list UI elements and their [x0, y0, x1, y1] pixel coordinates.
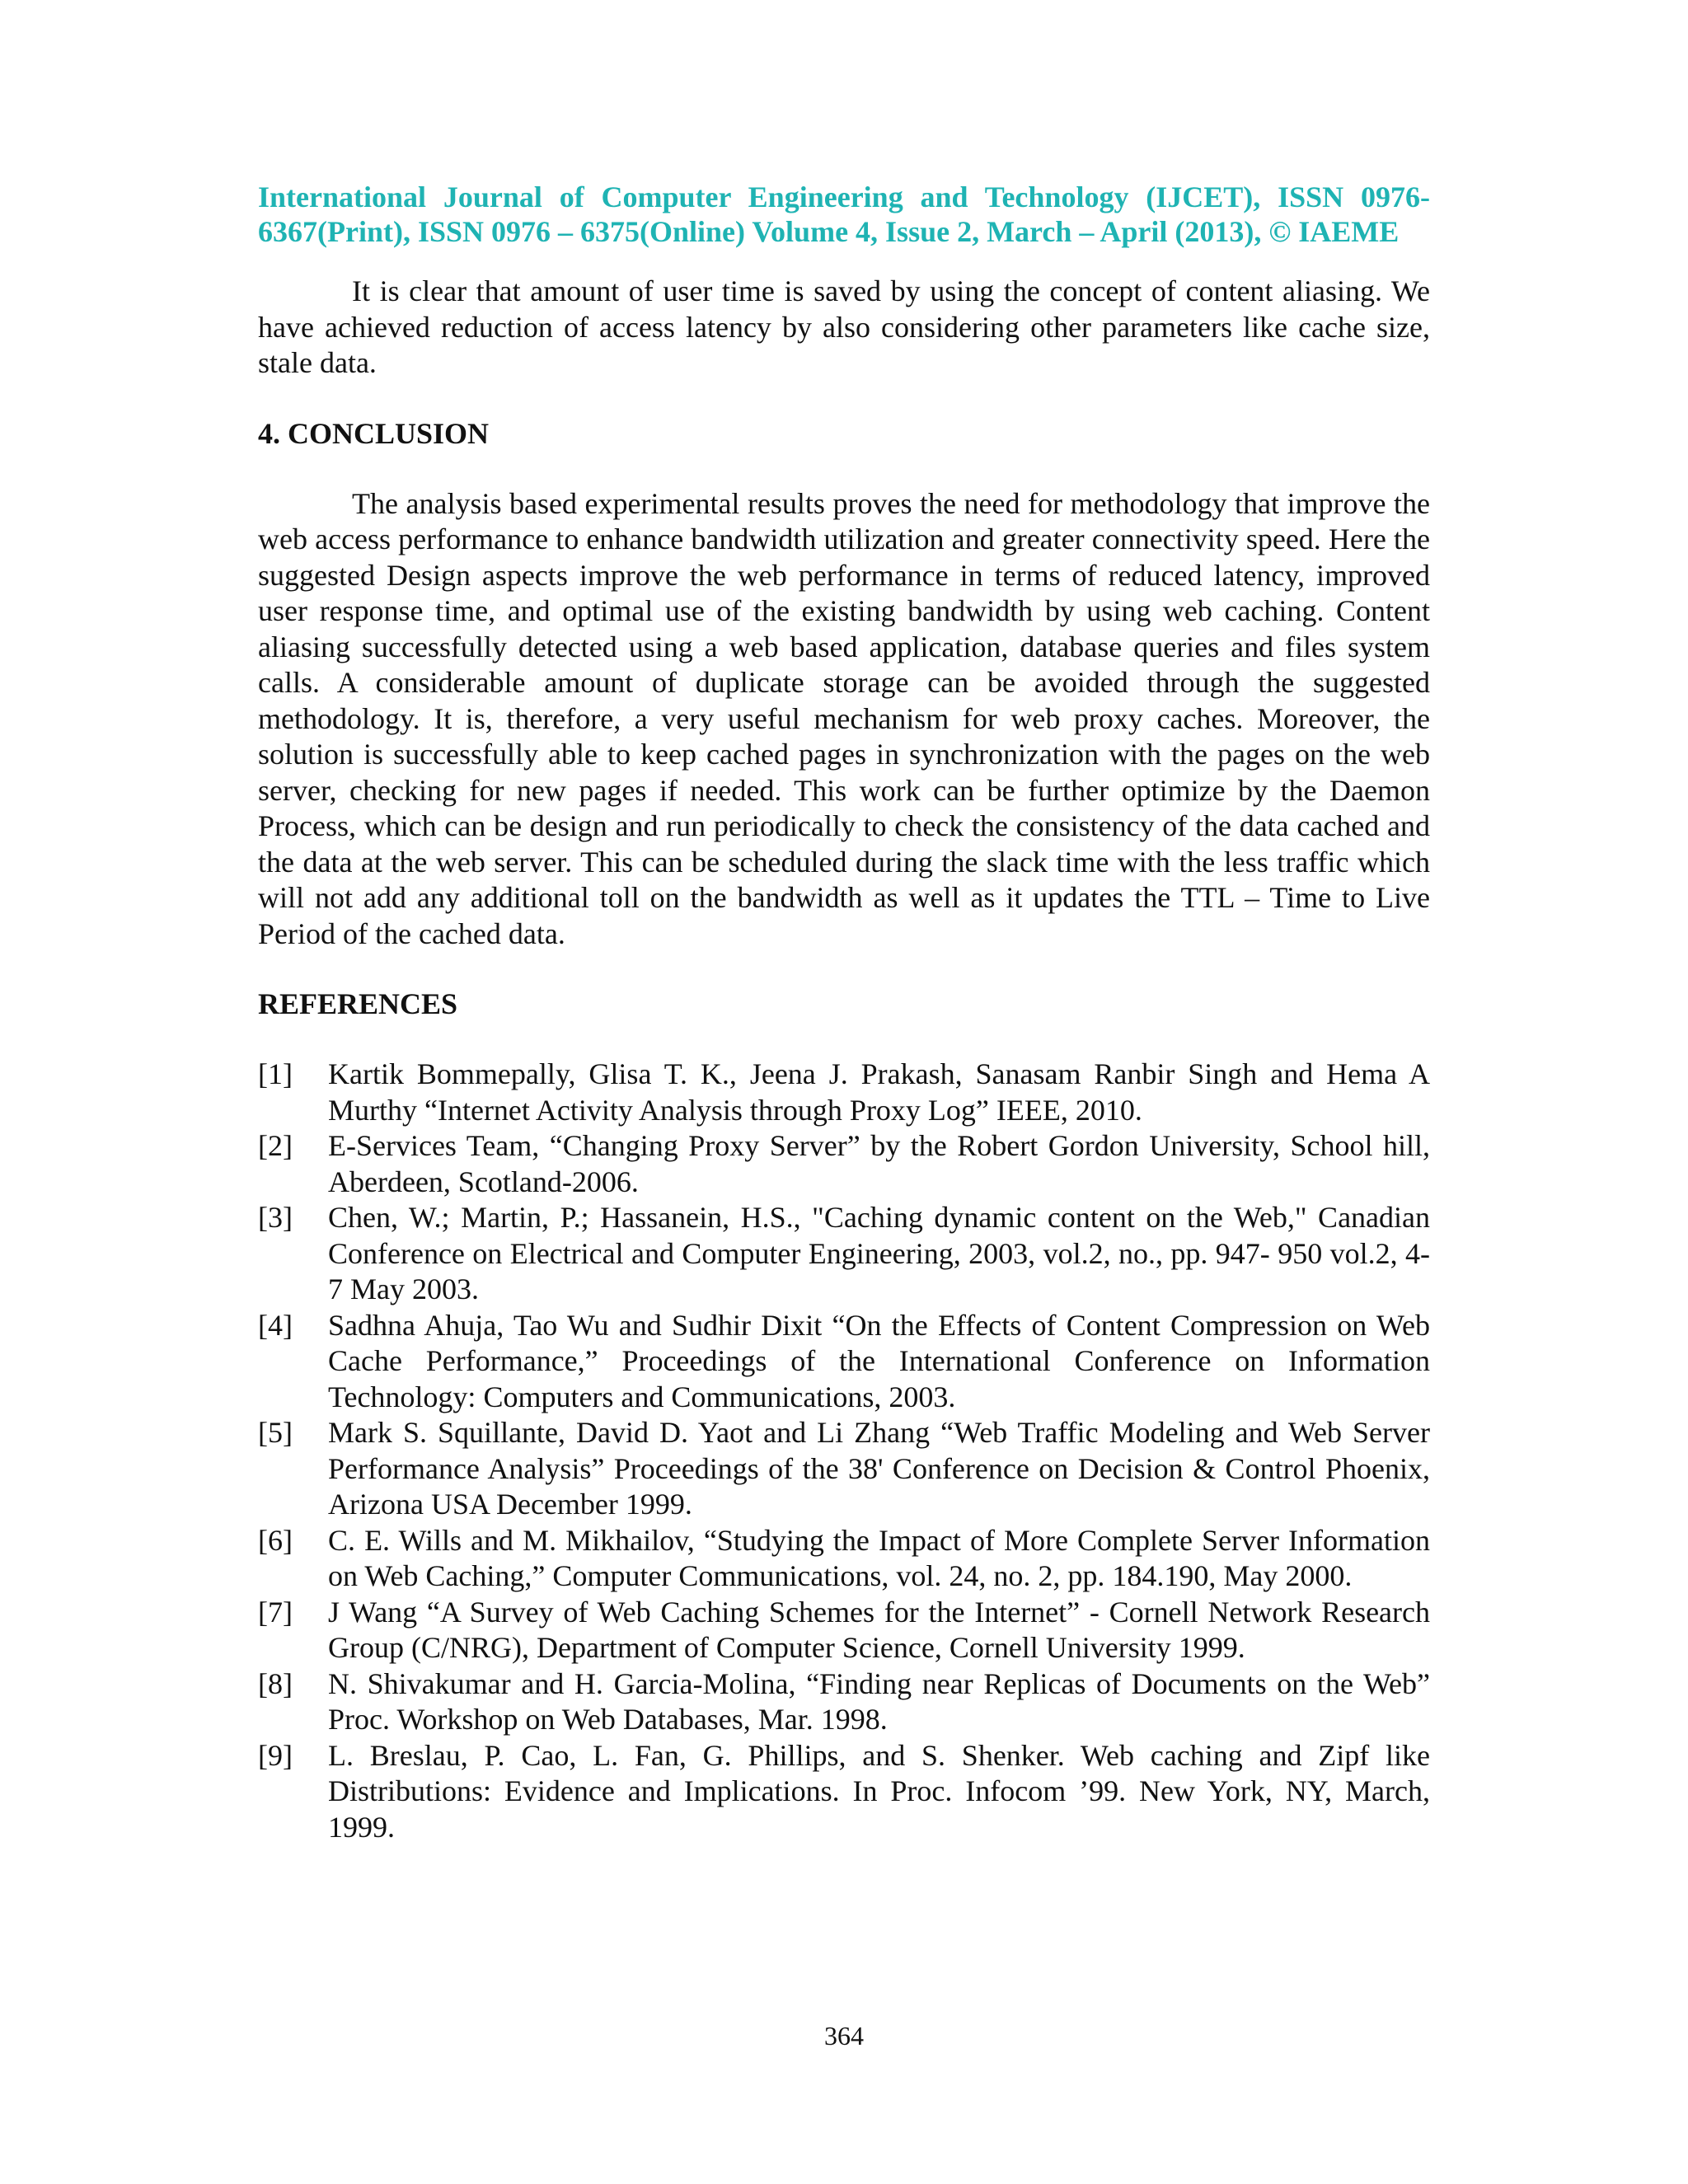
conclusion-paragraph: The analysis based experimental results proves the need for methodology that improve the web access performance to enhance bandwidth utilization and greater connectivity speed. Here the suggested Design aspects improve the web performance in terms of reduced latency, improved user response time, and optimal use of the existing bandwidth by using web caching. Content aliasing successfully detected using a web based application, database queries and files system calls. A considerable amount of duplicate storage can be avoided through the suggested methodology. It is, therefore, a very useful mechanism for web proxy caches. Moreover, the solution is successfully able to keep cached pages in synchronization with the pages on the web server, checking for new pages if needed. This work can be further optimize by the Daemon Process, which can be design and run periodically to check the consistency of the data cached and the data at the web server. This can be scheduled during the slack time with the less traffic which will not add any additional toll on the bandwidth as well as it updates the TTL – Time to Live Period of the cached data. [258, 486, 1430, 950]
reference-item-6 [258, 1523, 1430, 1595]
reference-number: [1] [258, 1057, 293, 1090]
reference-item-5 [258, 1415, 1430, 1523]
reference-number: [9] [258, 1738, 293, 1772]
reference-item-9 [258, 1738, 1430, 1846]
reference-text: Chen, W.; Martin, P.; Hassanein, H.S., "Caching dynamic content on the Web," Canadian Conference on Electrical and Computer Engineering, 2003, vol.2, no., pp. 947- 950 vol.2, 4-7 May 2003. [328, 1201, 1430, 1305]
reference-text: L. Breslau, P. Cao, L. Fan, G. Phillips, and S. Shenker. Web caching and Zipf like Distributions: Evidence and Implications. In Proc. Infocom ’99. New York, NY, March, 1999. [328, 1738, 1430, 1844]
reference-text: E-Services Team, “Changing Proxy Server” by the Robert Gordon University, School hill, Aberdeen, Scotland-2006. [328, 1129, 1430, 1198]
intro-paragraph: It is clear that amount of user time is saved by using the concept of content aliasing. We have achieved reduction of access latency by also considering other parameters like cache size, stale data. [258, 274, 1430, 379]
reference-text: Mark S. Squillante, David D. Yaot and Li Zhang “Web Traffic Modeling and Web Server Performance Analysis” Proceedings of the 38' Conference on Decision & Control Phoenix, Arizona USA December 1999. [328, 1416, 1430, 1521]
reference-text: Sadhna Ahuja, Tao Wu and Sudhir Dixit “On the Effects of Content Compression on Web Cache Performance,” Proceedings of the International Conference on Information Technology: Computers and Communications, 2003. [328, 1308, 1430, 1413]
reference-number: [4] [258, 1308, 293, 1342]
reference-number: [3] [258, 1201, 293, 1234]
reference-number: [8] [258, 1666, 293, 1700]
reference-text: J Wang “A Survey of Web Caching Schemes for the Internet” - Cornell Network Research Group (C/NRG), Department of Computer Science, Cornell University 1999. [328, 1595, 1430, 1664]
page-number: 364 [824, 2021, 864, 2050]
reference-text: C. E. Wills and M. Mikhailov, “Studying the Impact of More Complete Server Information on Web Caching,” Computer Communications, vol. 24, no. 2, pp. 184.190, May 2000. [328, 1523, 1430, 1592]
reference-number: [5] [258, 1416, 293, 1449]
reference-number: [2] [258, 1129, 293, 1162]
reference-item-1 [258, 1057, 1430, 1128]
reference-text: Kartik Bommepally, Glisa T. K., Jeena J. Prakash, Sanasam Ranbir Singh and Hema A Murthy “Internet Activity Analysis through Proxy Log” IEEE, 2010. [328, 1057, 1430, 1127]
reference-list [258, 1057, 1430, 1845]
reference-number: [6] [258, 1523, 293, 1557]
reference-item-3 [258, 1200, 1430, 1308]
reference-item-4 [258, 1308, 1430, 1416]
paper-page [258, 180, 1430, 1845]
conclusion-heading: 4. CONCLUSION [258, 416, 490, 450]
references-heading: REFERENCES [258, 987, 458, 1020]
journal-header: International Journal of Computer Engineering and Technology (IJCET), ISSN 0976-6367(Print), ISSN 0976 – 6375(Online) Volume 4, Issue 2, March – April (2013), © IAEME [258, 180, 1430, 248]
reference-item-7 [258, 1595, 1430, 1666]
reference-text: N. Shivakumar and H. Garcia-Molina, “Finding near Replicas of Documents on the Web” Proc. Workshop on Web Databases, Mar. 1998. [328, 1666, 1430, 1736]
reference-item-2 [258, 1128, 1430, 1200]
reference-item-8 [258, 1666, 1430, 1738]
reference-number: [7] [258, 1595, 293, 1629]
